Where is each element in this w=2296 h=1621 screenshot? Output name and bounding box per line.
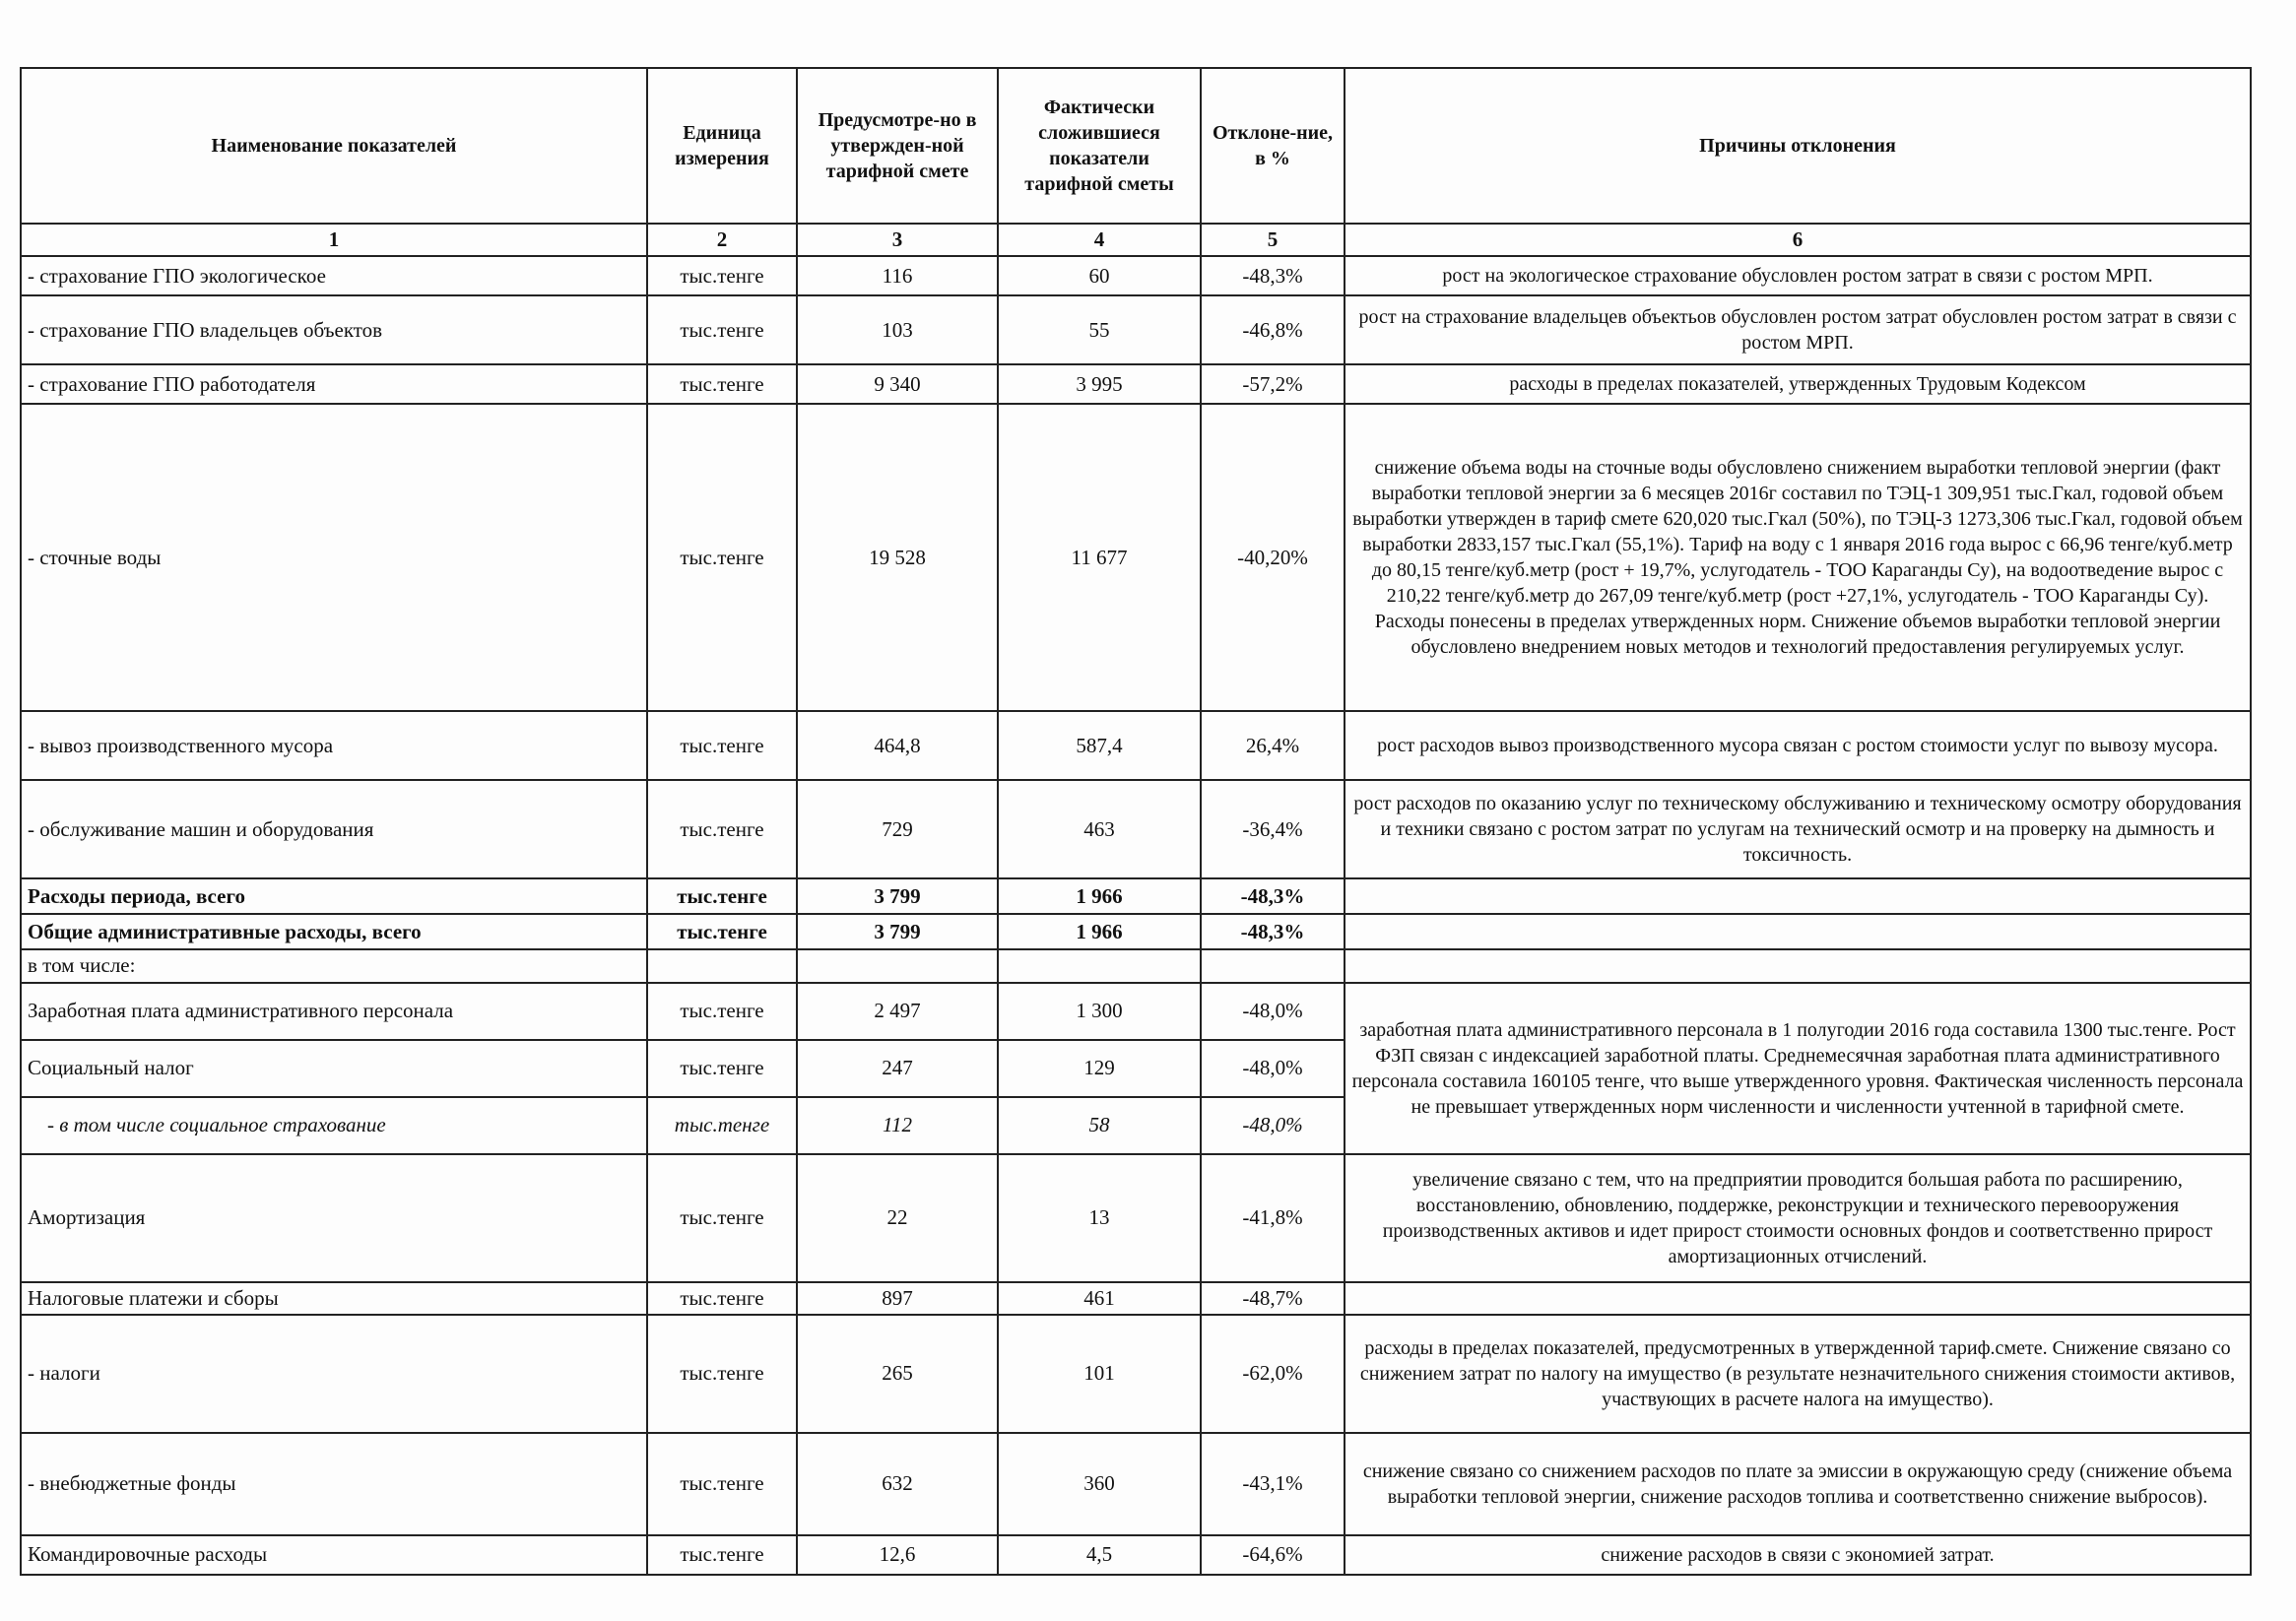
row-unit: тыс.тенге xyxy=(647,914,797,949)
col-number: 5 xyxy=(1201,224,1345,256)
column-number-row xyxy=(21,224,2251,256)
row-fact: 3 995 xyxy=(998,364,1201,404)
row-unit: тыс.тенге xyxy=(647,1040,797,1097)
row-plan: 116 xyxy=(797,256,998,295)
row-plan: 464,8 xyxy=(797,711,998,780)
row-deviation: -36,4% xyxy=(1201,780,1345,878)
row-unit: тыс.тенге xyxy=(647,878,797,914)
row-plan: 112 xyxy=(797,1097,998,1154)
row-unit: тыс.тенге xyxy=(647,404,797,711)
row-plan: 3 799 xyxy=(797,914,998,949)
row-deviation xyxy=(1201,949,1345,982)
header-fact: Фактически сложившиеся показатели тарифной сметы xyxy=(998,68,1201,224)
row-fact: 129 xyxy=(998,1040,1201,1097)
row-deviation: -40,20% xyxy=(1201,404,1345,711)
row-reason: снижение связано со снижением расходов по плате за эмиссии в окружающую среду (снижение объема выработки тепловой энергии, снижение расходов топлива и соответственно снижение выбросов). xyxy=(1345,1433,2251,1535)
row-reason xyxy=(1345,914,2251,949)
row-fact: 60 xyxy=(998,256,1201,295)
table-row xyxy=(21,1535,2251,1575)
row-plan: 632 xyxy=(797,1433,998,1535)
table-row xyxy=(21,1154,2251,1282)
row-plan: 2 497 xyxy=(797,983,998,1040)
table-row xyxy=(21,295,2251,364)
row-reason: снижение расходов в связи с экономией затрат. xyxy=(1345,1535,2251,1575)
col-number: 6 xyxy=(1345,224,2251,256)
header-row xyxy=(21,68,2251,224)
row-name: Социальный налог xyxy=(21,1040,647,1097)
table-row xyxy=(21,983,2251,1040)
row-name: Амортизация xyxy=(21,1154,647,1282)
table-row xyxy=(21,1433,2251,1535)
col-number: 2 xyxy=(647,224,797,256)
header-deviation: Отклоне-ние, в % xyxy=(1201,68,1345,224)
header-reason: Причины отклонения xyxy=(1345,68,2251,224)
row-unit xyxy=(647,949,797,982)
table-row xyxy=(21,878,2251,914)
row-name: - налоги xyxy=(21,1315,647,1433)
row-name: - сточные воды xyxy=(21,404,647,711)
row-name: - страхование ГПО работодателя xyxy=(21,364,647,404)
row-fact: 463 xyxy=(998,780,1201,878)
row-reason: расходы в пределах показателей, утвержденных Трудовым Кодексом xyxy=(1345,364,2251,404)
row-fact: 360 xyxy=(998,1433,1201,1535)
row-name: - в том числе социальное страхование xyxy=(21,1097,647,1154)
tariff-deviation-table xyxy=(20,67,2252,1576)
table-row xyxy=(21,256,2251,295)
row-plan: 897 xyxy=(797,1282,998,1315)
row-reason: заработная плата административного персонала в 1 полугодии 2016 года составила 1300 тыс.тенге. Рост ФЗП связан с индексацией заработной платы. Среднемесячная заработная плата административного персонала составила 160105 тенге, что выше утвержденного уровня. Фактическая численность персонала не превышает утвержденных норм численности и численности учтенной в тарифной смете. xyxy=(1345,983,2251,1154)
row-reason: рост на экологическое страхование обусловлен ростом затрат в связи с ростом МРП. xyxy=(1345,256,2251,295)
row-reason: расходы в пределах показателей, предусмотренных в утвержденной тариф.смете. Снижение связано со снижением затрат по налогу на имущество (в результате незначительного снижения стоимости активов, участвующих в расчете налога на имущество). xyxy=(1345,1315,2251,1433)
row-deviation: -48,7% xyxy=(1201,1282,1345,1315)
row-unit: тыс.тенге xyxy=(647,295,797,364)
row-unit: тыс.тенге xyxy=(647,1535,797,1575)
row-plan xyxy=(797,949,998,982)
row-name: Общие административные расходы, всего xyxy=(21,914,647,949)
row-deviation: -48,3% xyxy=(1201,914,1345,949)
row-deviation: -48,3% xyxy=(1201,256,1345,295)
report-sheet xyxy=(20,67,2250,1576)
header-name: Наименование показателей xyxy=(21,68,647,224)
col-number: 4 xyxy=(998,224,1201,256)
row-fact: 101 xyxy=(998,1315,1201,1433)
row-name: в том числе: xyxy=(21,949,647,982)
row-fact: 4,5 xyxy=(998,1535,1201,1575)
row-plan: 9 340 xyxy=(797,364,998,404)
row-plan: 103 xyxy=(797,295,998,364)
table-row xyxy=(21,364,2251,404)
row-reason: рост расходов вывоз производственного мусора связан с ростом стоимости услуг по вывозу мусора. xyxy=(1345,711,2251,780)
row-deviation: -43,1% xyxy=(1201,1433,1345,1535)
row-unit: тыс.тенге xyxy=(647,364,797,404)
col-number: 1 xyxy=(21,224,647,256)
row-unit: тыс.тенге xyxy=(647,256,797,295)
row-plan: 19 528 xyxy=(797,404,998,711)
row-name: Налоговые платежи и сборы xyxy=(21,1282,647,1315)
row-deviation: -48,0% xyxy=(1201,983,1345,1040)
row-unit: тыс.тенге xyxy=(647,1433,797,1535)
row-name: Расходы периода, всего xyxy=(21,878,647,914)
row-deviation: -57,2% xyxy=(1201,364,1345,404)
row-reason xyxy=(1345,949,2251,982)
row-fact: 13 xyxy=(998,1154,1201,1282)
row-deviation: 26,4% xyxy=(1201,711,1345,780)
col-number: 3 xyxy=(797,224,998,256)
row-fact: 1 966 xyxy=(998,878,1201,914)
table-row xyxy=(21,404,2251,711)
row-name: - обслуживание машин и оборудования xyxy=(21,780,647,878)
row-deviation: -46,8% xyxy=(1201,295,1345,364)
row-unit: тыс.тенге xyxy=(647,1097,797,1154)
row-unit: тыс.тенге xyxy=(647,780,797,878)
row-reason: снижение объема воды на сточные воды обусловлено снижением выработки тепловой энергии (факт выработки тепловой энергии за 6 месяцев 2016г составил по ТЭЦ-1 309,951 тыс.Гкал, годовой объем выработки утвержден в тариф смете 620,020 тыс.Гкал (50%), по ТЭЦ-3 1273,306 тыс.Гкал, годовой объем выработки 2833,157 тыс.Гкал (55,1%). Тариф на воду с 1 января 2016 года вырос с 66,96 тенге/куб.метр до 80,15 тенге/куб.метр (рост + 19,7%, услугодатель - ТОО Караганды Су), на водоотведение вырос с 210,22 тенге/куб.метр до 267,09 тенге/куб.метр (рост +27,1%, услугодатель - ТОО Караганды Су). Расходы понесены в пределах утвержденных норм. Снижение объемов выработки тепловой энергии обусловлено внедрением новых методов и технологий предоставления регулируемых услуг. xyxy=(1345,404,2251,711)
header-unit: Единица измерения xyxy=(647,68,797,224)
table-row xyxy=(21,914,2251,949)
row-plan: 12,6 xyxy=(797,1535,998,1575)
row-name: - внебюджетные фонды xyxy=(21,1433,647,1535)
row-reason: рост на страхование владельцев объектьов обусловлен ростом затрат обусловлен ростом затрат в связи с ростом МРП. xyxy=(1345,295,2251,364)
row-fact: 587,4 xyxy=(998,711,1201,780)
row-plan: 22 xyxy=(797,1154,998,1282)
row-fact: 11 677 xyxy=(998,404,1201,711)
table-row xyxy=(21,949,2251,982)
row-unit: тыс.тенге xyxy=(647,1154,797,1282)
row-fact: 1 300 xyxy=(998,983,1201,1040)
row-reason: увеличение связано с тем, что на предприятии проводится большая работа по расширению, восстановлению, обновлению, поддержке, реконструкции и технического перевооружения производственных активов и идет прирост стоимости основных фондов и соответственно прирост амортизационных отчислений. xyxy=(1345,1154,2251,1282)
row-unit: тыс.тенге xyxy=(647,711,797,780)
row-reason: рост расходов по оказанию услуг по техническому обслуживанию и техническому осмотру оборудования и техники связано с ростом затрат по услугам на технический осмотр и на проверку на дымность и токсичность. xyxy=(1345,780,2251,878)
row-name: - страхование ГПО владельцев объектов xyxy=(21,295,647,364)
row-fact: 1 966 xyxy=(998,914,1201,949)
row-name: - вывоз производственного мусора xyxy=(21,711,647,780)
row-fact xyxy=(998,949,1201,982)
row-unit: тыс.тенге xyxy=(647,1315,797,1433)
table-row xyxy=(21,711,2251,780)
row-plan: 265 xyxy=(797,1315,998,1433)
row-reason xyxy=(1345,1282,2251,1315)
row-name: - страхование ГПО экологическое xyxy=(21,256,647,295)
row-reason xyxy=(1345,878,2251,914)
row-plan: 3 799 xyxy=(797,878,998,914)
table-row xyxy=(21,780,2251,878)
row-plan: 247 xyxy=(797,1040,998,1097)
row-unit: тыс.тенге xyxy=(647,983,797,1040)
row-fact: 58 xyxy=(998,1097,1201,1154)
row-deviation: -64,6% xyxy=(1201,1535,1345,1575)
row-deviation: -48,0% xyxy=(1201,1040,1345,1097)
row-deviation: -48,0% xyxy=(1201,1097,1345,1154)
row-unit: тыс.тенге xyxy=(647,1282,797,1315)
row-deviation: -41,8% xyxy=(1201,1154,1345,1282)
table-row xyxy=(21,1315,2251,1433)
row-deviation: -62,0% xyxy=(1201,1315,1345,1433)
row-fact: 461 xyxy=(998,1282,1201,1315)
header-plan: Предусмотре-но в утвержден-ной тарифной смете xyxy=(797,68,998,224)
row-fact: 55 xyxy=(998,295,1201,364)
row-name: Заработная плата административного персонала xyxy=(21,983,647,1040)
row-deviation: -48,3% xyxy=(1201,878,1345,914)
table-row xyxy=(21,1282,2251,1315)
row-plan: 729 xyxy=(797,780,998,878)
row-name: Командировочные расходы xyxy=(21,1535,647,1575)
